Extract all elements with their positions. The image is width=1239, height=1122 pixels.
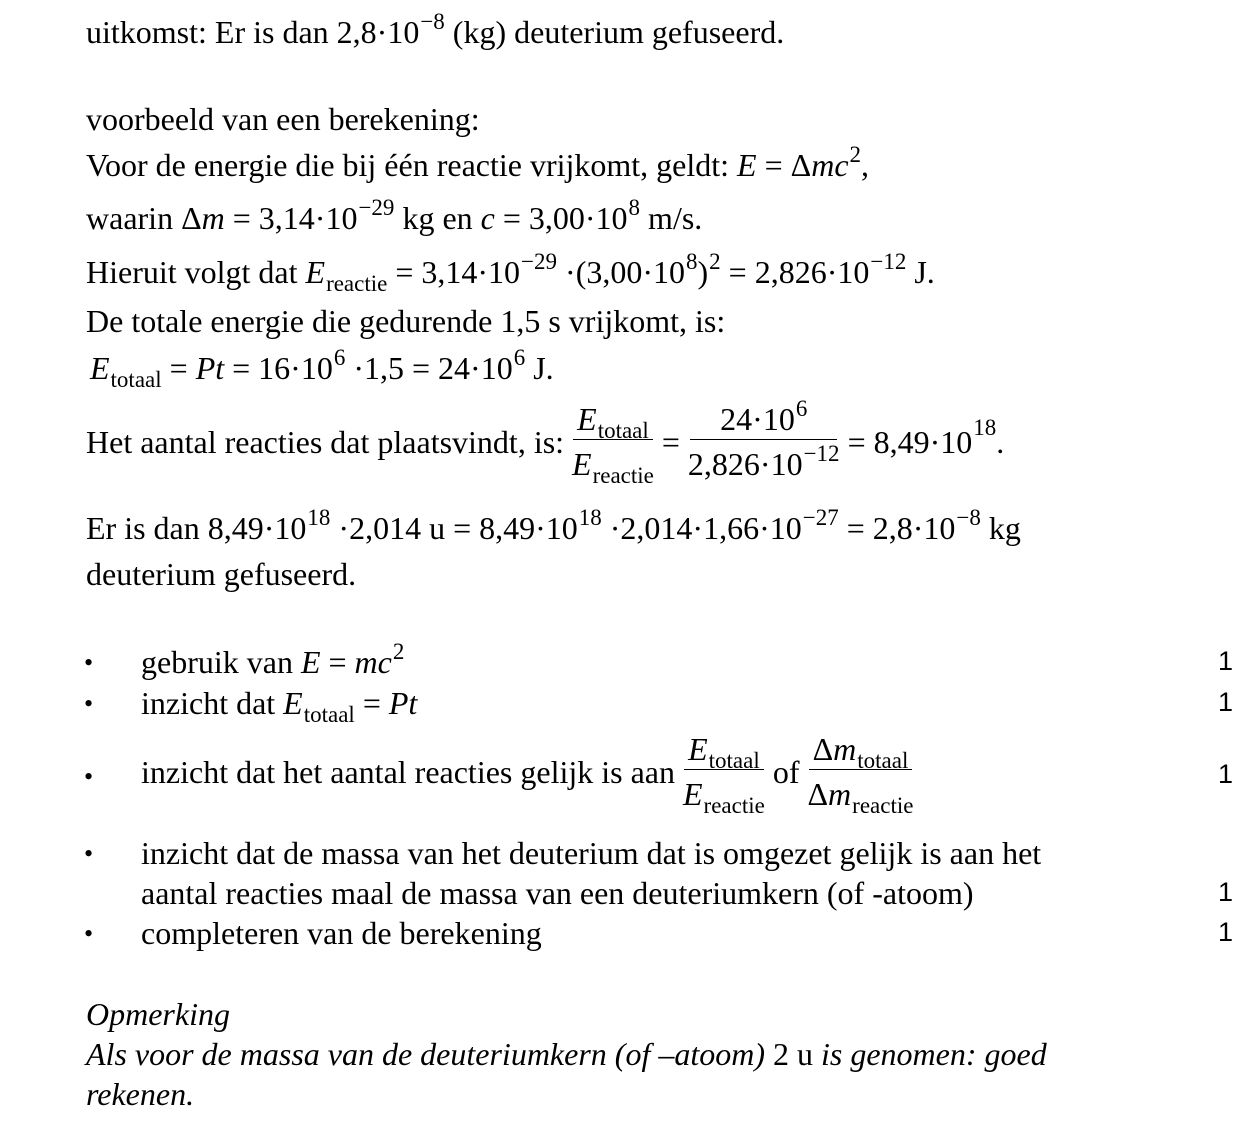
hieruit-text: Hieruit volgt dat: [86, 254, 306, 290]
energy-formula-line: [86, 142, 870, 183]
mass-line: [86, 505, 1021, 546]
fraction-energy: [568, 401, 658, 488]
remark-mass: 2 u: [772, 1036, 813, 1072]
value-part: Er is dan 8,49·10: [86, 510, 307, 546]
equals-delta: = Δ: [756, 147, 812, 183]
symbol-m: m: [833, 731, 857, 767]
bullet: •: [84, 648, 94, 677]
bullet: •: [84, 762, 94, 791]
remark-line-2: rekenen.: [86, 1076, 195, 1112]
exponent: −8: [956, 505, 981, 530]
symbol-c: c: [480, 200, 495, 236]
score-1: 1: [1218, 646, 1234, 676]
exponent: 8: [686, 249, 698, 274]
exponent: 2: [709, 249, 721, 274]
exponent: −29: [521, 249, 558, 274]
symbol-t: t: [215, 350, 225, 386]
delta: Δ: [812, 731, 834, 767]
symbol-E: E: [737, 147, 757, 183]
remark-text: Als voor de massa van de deuteriumkern (of –atoom): [86, 1036, 773, 1072]
kg-en-text: kg en: [394, 200, 481, 236]
subscript-reactie: reactie: [592, 463, 654, 488]
value: 24·10: [720, 401, 795, 437]
numerator: [684, 731, 764, 773]
criterion-5: completeren van de berekening: [141, 915, 542, 951]
result-unit: (kg): [444, 14, 515, 50]
equals: =: [161, 350, 196, 386]
waarin-text: waarin Δ: [86, 200, 202, 236]
result-prefix: uitkomst: Er is dan: [86, 14, 337, 50]
delta-m-value: = 3,14·10: [224, 200, 358, 236]
exponent: 18: [973, 415, 997, 440]
exponent: 6: [513, 345, 526, 370]
symbol-P: P: [195, 350, 216, 386]
criterion-text: gebruik van: [141, 644, 301, 680]
result-value: = 8,49·10: [847, 423, 973, 460]
exponent: −12: [803, 441, 840, 466]
bullet: •: [84, 689, 94, 718]
symbol-E: E: [682, 776, 703, 812]
symbol-m: m: [828, 776, 852, 812]
exponent: 18: [307, 505, 331, 530]
values-line: [86, 195, 703, 236]
score-2: 1: [1218, 687, 1234, 717]
symbol-c: c: [377, 644, 392, 680]
fraction-mass: [803, 731, 917, 818]
fraction-energy: [679, 731, 769, 818]
subscript-totaal: totaal: [303, 702, 355, 727]
score-5: 1: [1218, 917, 1234, 947]
symbol-t: t: [408, 685, 418, 721]
exponent: −27: [802, 505, 839, 530]
example-heading: voorbeeld van een berekening:: [86, 101, 480, 137]
value-part: = 3,14·10: [387, 254, 521, 290]
value: 2,826·10: [687, 446, 803, 482]
symbol-E: E: [688, 731, 708, 767]
symbol-m: m: [811, 147, 835, 183]
exponent: 6: [795, 396, 808, 421]
unit: J.: [906, 254, 935, 290]
paren: ): [697, 254, 709, 290]
result-mantissa: 2,8·10: [336, 14, 420, 50]
comma: ,: [861, 147, 870, 183]
symbol-E: E: [90, 350, 110, 386]
symbol-E: E: [305, 254, 326, 290]
subscript-reactie: reactie: [852, 793, 914, 818]
delta: Δ: [807, 776, 829, 812]
criterion-2: [141, 685, 418, 727]
bullet: •: [84, 919, 94, 948]
numerator: [809, 731, 913, 773]
total-energy-line: [90, 345, 554, 392]
value-part: ·2,014·1,66·10: [601, 510, 802, 546]
criterion-text: inzicht dat: [141, 685, 284, 721]
of-text: of: [772, 753, 800, 790]
subscript-totaal: totaal: [597, 418, 649, 443]
exponent: 2: [392, 639, 405, 664]
mass-line-end: deuterium gefuseerd.: [86, 556, 357, 592]
remark-text: is genomen: goed: [812, 1036, 1047, 1072]
fraction-values: [684, 396, 844, 482]
exponent: 2: [849, 142, 862, 167]
subscript-reactie: reactie: [326, 271, 388, 296]
criterion-1: [141, 639, 405, 680]
equals: =: [320, 644, 355, 680]
exponent: 8: [628, 195, 641, 220]
criterion-4-line-2: aantal reacties maal de massa van een deuteriumkern (of -atoom): [141, 875, 974, 911]
unit: J.: [525, 350, 554, 386]
reaction-energy-line: [86, 249, 935, 296]
value-part: ·1,5 = 24·10: [345, 350, 513, 386]
equals: =: [354, 685, 389, 721]
symbol-E: E: [283, 685, 303, 721]
score-4: 1: [1218, 877, 1234, 907]
result-suffix: deuterium gefuseerd.: [514, 14, 785, 50]
denominator: [568, 440, 658, 488]
criterion-text: inzicht dat het aantal reacties gelijk is aan: [141, 753, 675, 790]
criterion-3: [141, 731, 921, 818]
bullet: •: [84, 839, 94, 868]
exponent: 6: [333, 345, 346, 370]
subscript-reactie: reactie: [703, 793, 765, 818]
remark-title: Opmerking: [86, 996, 230, 1032]
exponent: −12: [870, 249, 907, 274]
exponent: −29: [358, 195, 395, 220]
unit: kg: [980, 510, 1021, 546]
value-part: = 16·10: [224, 350, 333, 386]
remark-line-1: [86, 1038, 1047, 1070]
c-value: = 3,00·10: [494, 200, 628, 236]
equals: =: [661, 423, 680, 460]
symbol-E: E: [300, 644, 321, 680]
result-exponent: −8: [420, 9, 445, 34]
value-part: ·2,014 u = 8,49·10: [330, 510, 578, 546]
symbol-m: m: [201, 200, 225, 236]
period: .: [996, 423, 1005, 460]
total-energy-intro: De totale energie die gedurende 1,5 s vrijkomt, is:: [86, 303, 726, 339]
symbol-E: E: [572, 446, 592, 482]
subscript-totaal: totaal: [857, 748, 909, 773]
symbol-m: m: [354, 644, 378, 680]
subscript-totaal: totaal: [708, 748, 760, 773]
energy-intro: Voor de energie die bij één reactie vrijkomt, geldt:: [86, 147, 738, 183]
subscript-totaal: totaal: [110, 367, 162, 392]
symbol-E: E: [577, 401, 597, 437]
aantal-text: Het aantal reacties dat plaatsvindt, is:: [86, 423, 565, 460]
value-part: = 2,826·10: [720, 254, 870, 290]
value-part: = 2,8·10: [838, 510, 956, 546]
numerator: [690, 396, 837, 440]
score-3: 1: [1218, 759, 1234, 789]
denominator: [803, 770, 917, 818]
symbol-c: c: [834, 147, 849, 183]
numerator: [573, 401, 653, 443]
reaction-count-line: [86, 396, 1005, 488]
exponent: 18: [578, 505, 602, 530]
result-line: [86, 9, 785, 50]
denominator: [684, 440, 844, 480]
criterion-4-line-1: inzicht dat de massa van het deuterium dat is omgezet gelijk is aan het: [141, 835, 1042, 871]
unit: m/s.: [640, 200, 703, 236]
symbol-P: P: [388, 685, 409, 721]
value-part: ·(3,00·10: [557, 254, 685, 290]
denominator: [679, 770, 769, 818]
